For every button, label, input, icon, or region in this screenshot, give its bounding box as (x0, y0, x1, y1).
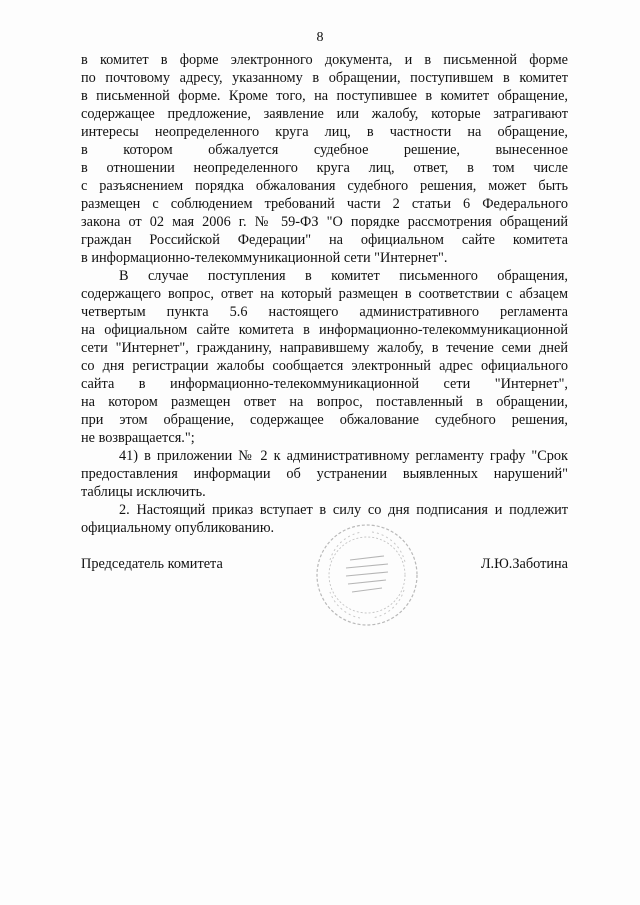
text-line: размещен с соблюдением требований части 2 статьи 6 Федерального (81, 196, 568, 212)
text-line: таблицы исключить. (81, 484, 206, 500)
text-line: на официальном сайте комитета в информационно-телекоммуникационной (81, 322, 568, 338)
text-line: в письменной форме. Кроме того, на поступившее в комитет обращение, (81, 88, 568, 104)
text-line: с разъяснением порядка обжалования судебного решения, может быть (81, 178, 568, 194)
paragraph-3 (81, 447, 568, 501)
text-line: содержащее предложение, заявление или жалобу, которые затрагивают (81, 106, 568, 122)
text-line: официальному опубликованию. (81, 520, 275, 536)
text-line: интересы неопределенного круга лиц, в частности на обращение, (81, 124, 568, 140)
text-line: не возвращается."; (81, 430, 195, 446)
text-line: со дня регистрации жалобы сообщается электронный адрес официального (81, 358, 568, 374)
text-line: на котором размещен ответ на вопрос, поставленный в обращении, (81, 394, 568, 410)
paragraph-2 (81, 267, 568, 447)
text-line: по почтовому адресу, указанному в обращении, поступившем в комитет (81, 70, 568, 86)
text-line: 41) в приложении № 2 к административному регламенту графу "Срок (119, 448, 568, 464)
text-line: сети "Интернет", гражданину, направившему жалобу, в течение семи дней (81, 340, 568, 356)
text-line: содержащего вопрос, ответ на который размещен в соответствии с абзацем (81, 286, 568, 302)
text-line: закона от 02 мая 2006 г. № 59-ФЗ "О порядке рассмотрения обращений (81, 214, 568, 230)
text-line: в комитет в форме электронного документа, и в письменной форме (81, 52, 568, 68)
signatory-title: Председатель комитета (81, 556, 223, 572)
text-line: В случае поступления в комитет письменного обращения, (119, 268, 568, 284)
signatory-name: Л.Ю.Заботина (480, 556, 568, 572)
text-line: четвертым пункта 5.6 настоящего административного регламента (81, 304, 568, 320)
text-line: при этом обращение, содержащее обжалование судебного решения, (81, 412, 568, 428)
page-number: 8 (316, 30, 324, 45)
text-line: граждан Российской Федерации" на официальном сайте комитета (81, 232, 568, 248)
document-body (81, 51, 568, 537)
text-line: в котором обжалуется судебное решение, вынесенное (81, 142, 568, 158)
official-seal (312, 520, 422, 630)
text-line: в информационно-телекоммуникационной сети "Интернет". (81, 250, 448, 266)
paragraph-1 (81, 51, 568, 267)
text-line: предоставления информации об устранении выявленных нарушений" (81, 466, 568, 482)
text-line: сайта в информационно-телекоммуникационной сети "Интернет", (81, 376, 568, 392)
text-line: 2. Настоящий приказ вступает в силу со дня подписания и подлежит (119, 502, 568, 518)
seal-graphic (312, 520, 422, 630)
text-line: в отношении неопределенного круга лиц, ответ, в том числе (81, 160, 568, 176)
